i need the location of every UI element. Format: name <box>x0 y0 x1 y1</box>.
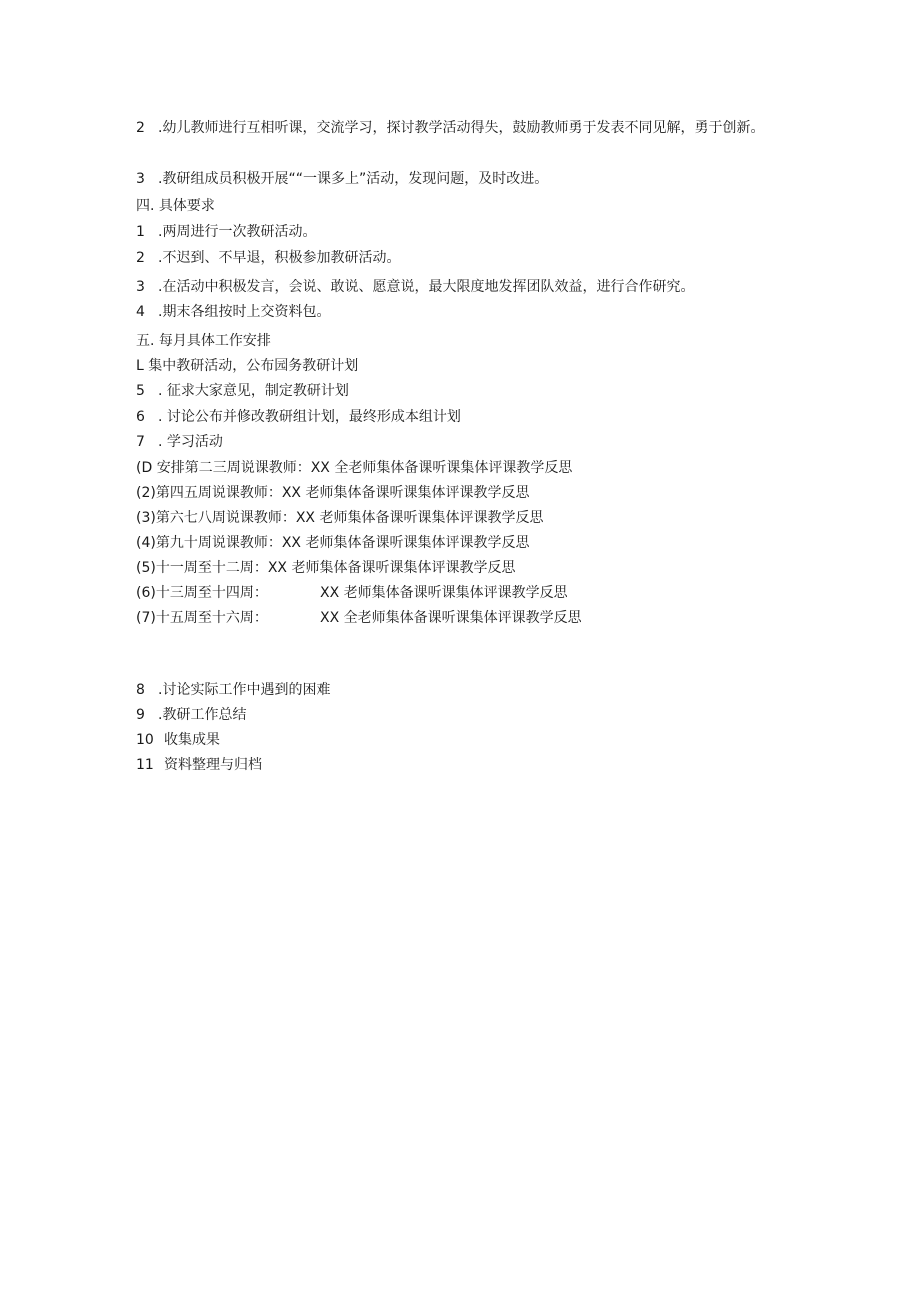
schedule-detail: XX 全老师集体备课听课集体评课教学反思 <box>320 610 582 626</box>
list-item-10-collect <box>136 728 796 752</box>
item-text: 资料整理与归档 <box>164 757 262 773</box>
list-item-2-mutual-lessons <box>136 116 786 140</box>
item-text: (5)十一周至十二周：XX 老师集体备课听课集体评课教学反思 <box>136 560 516 576</box>
item-text: .两周进行一次教研活动。 <box>158 224 317 240</box>
item-text: (3)第六七八周说课教师：XX 老师集体备课听课集体评课教学反思 <box>136 510 544 526</box>
item-text: .幼儿教师进行互相听课，交流学习，探讨教学活动得失，鼓励教师勇于发表不同见解，勇于创新。 <box>158 120 765 136</box>
list-item-2-punctual <box>136 246 796 270</box>
schedule-item-6 <box>136 581 796 605</box>
item-number: 9 <box>136 707 145 723</box>
list-item-7-study <box>136 430 796 454</box>
item-number: 5 <box>136 383 145 399</box>
item-number: 7 <box>136 434 145 450</box>
schedule-item-5 <box>136 556 796 580</box>
item-number: 1 <box>136 224 145 240</box>
schedule-item-3 <box>136 506 796 530</box>
item-number: 10 <box>136 732 154 748</box>
schedule-detail: XX 老师集体备课听课集体评课教学反思 <box>320 585 568 601</box>
list-item-l-concentrated <box>136 354 796 378</box>
list-item-3-one-lesson-many <box>136 167 796 191</box>
item-text: . 讨论公布并修改教研组计划，最终形成本组计划 <box>158 409 461 425</box>
item-number: 4 <box>136 304 145 320</box>
schedule-item-7 <box>136 606 796 630</box>
item-text: . 学习活动 <box>158 434 223 450</box>
item-text: .期末各组按时上交资料包。 <box>158 304 331 320</box>
schedule-period: (7)十五周至十六周： <box>136 610 268 626</box>
item-text: L 集中教研活动，公布园务教研计划 <box>136 358 359 374</box>
item-text: 收集成果 <box>164 732 220 748</box>
item-text: . 征求大家意见，制定教研计划 <box>158 383 349 399</box>
list-item-11-archive <box>136 753 796 777</box>
list-item-9-summary <box>136 703 796 727</box>
section-heading-monthly-plan <box>136 329 796 353</box>
item-text: .讨论实际工作中遇到的困难 <box>158 682 331 698</box>
list-item-5-solicit <box>136 379 796 403</box>
item-number: 2 <box>136 250 145 266</box>
item-number: 6 <box>136 409 145 425</box>
item-number: 3 <box>136 171 145 187</box>
item-number: 3 <box>136 279 145 295</box>
item-number: 11 <box>136 757 154 773</box>
schedule-item-1 <box>136 456 796 480</box>
section-heading-text: 四. 具体要求 <box>136 198 215 214</box>
list-item-1-biweekly <box>136 220 796 244</box>
list-item-3-speak-up <box>136 275 796 299</box>
item-text: (D 安排第二三周说课教师：XX 全老师集体备课听课集体评课教学反思 <box>136 460 573 476</box>
section-heading-requirements <box>136 194 796 218</box>
item-text: .在活动中积极发言，会说、敢说、愿意说，最大限度地发挥团队效益，进行合作研究。 <box>158 279 695 295</box>
schedule-item-4 <box>136 531 796 555</box>
list-item-6-discuss-plan <box>136 405 796 429</box>
item-text: .教研工作总结 <box>158 707 247 723</box>
item-text: .不迟到、不早退，积极参加教研活动。 <box>158 250 401 266</box>
list-item-4-materials <box>136 300 796 324</box>
schedule-item-2 <box>136 481 796 505</box>
item-text: (4)第九十周说课教师：XX 老师集体备课听课集体评课教学反思 <box>136 535 530 551</box>
item-number: 8 <box>136 682 145 698</box>
section-heading-text: 五. 每月具体工作安排 <box>136 333 271 349</box>
item-text: (2)第四五周说课教师：XX 老师集体备课听课集体评课教学反思 <box>136 485 530 501</box>
item-number: 2 <box>136 120 145 136</box>
item-text: .教研组成员积极开展““一课多上”活动，发现问题，及时改进。 <box>158 171 549 187</box>
list-item-8-difficulties <box>136 678 796 702</box>
schedule-period: (6)十三周至十四周： <box>136 585 268 601</box>
